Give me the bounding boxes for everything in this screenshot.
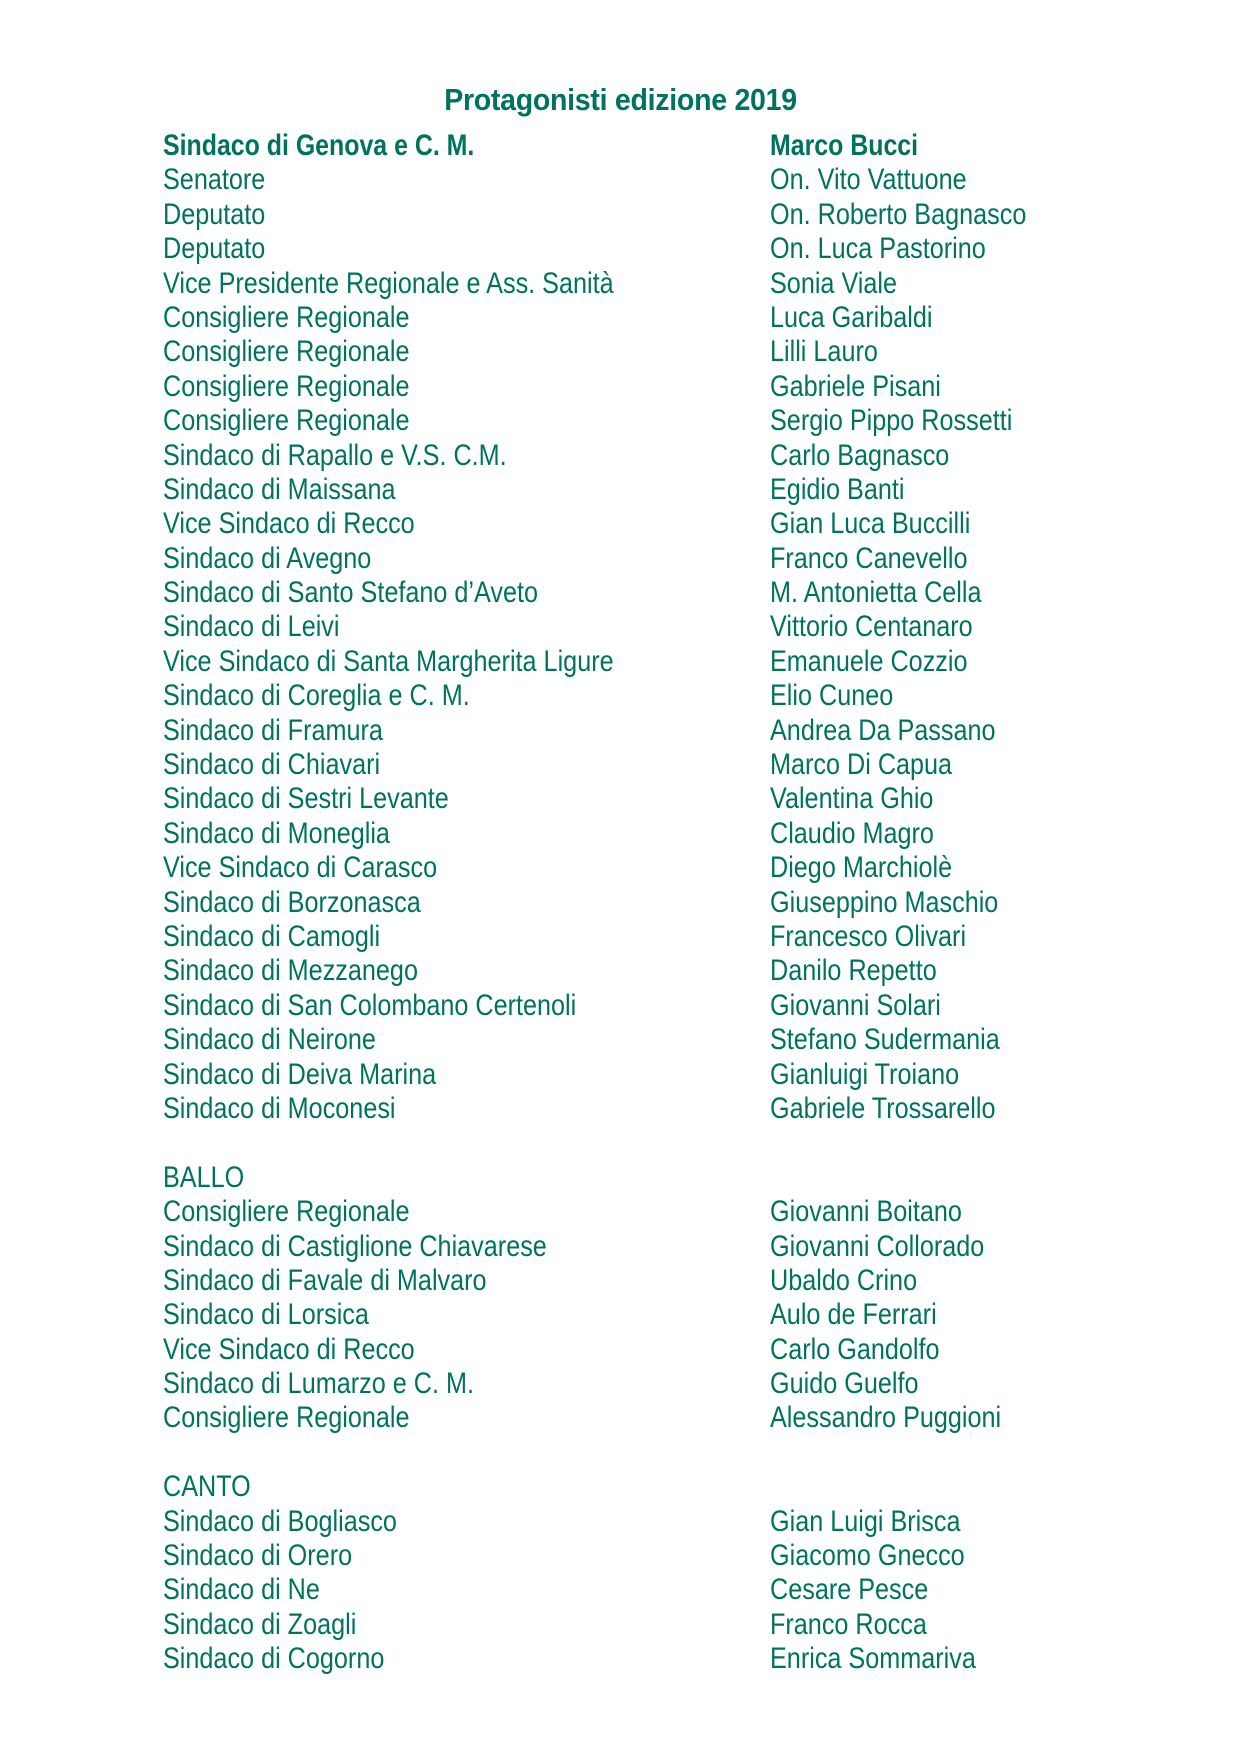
list-item — [163, 989, 1093, 1023]
list-item — [163, 404, 1093, 438]
role-label: Sindaco di Ne — [163, 1573, 320, 1607]
person-name: Vittorio Centanaro — [770, 610, 973, 644]
person-name: Andrea Da Passano — [770, 713, 996, 747]
person-name: Gian Luigi Brisca — [770, 1504, 961, 1538]
role-label: Sindaco di Neirone — [163, 1023, 376, 1057]
role-label: Consigliere Regionale — [163, 335, 410, 369]
person-name: Marco Di Capua — [770, 748, 953, 782]
list-item — [163, 954, 1093, 988]
person-name: Gabriele Pisani — [770, 369, 941, 403]
person-name: Valentina Ghio — [770, 782, 934, 816]
role-label: Sindaco di Camogli — [163, 919, 381, 953]
section-spacer — [163, 1436, 1093, 1470]
role-label: Sindaco di Orero — [163, 1539, 353, 1573]
role-label: Sindaco di Chiavari — [163, 748, 381, 782]
person-name: Franco Canevello — [770, 541, 968, 575]
role-label: Sindaco di Castiglione Chiavarese — [163, 1229, 547, 1263]
list-item — [163, 1058, 1093, 1092]
list-item — [163, 817, 1093, 851]
role-label: Consigliere Regionale — [163, 404, 410, 438]
person-name: Carlo Gandolfo — [770, 1332, 940, 1366]
list-item — [163, 301, 1093, 335]
role-label: Sindaco di Cogorno — [163, 1642, 385, 1676]
person-name: Giacomo Gnecco — [770, 1539, 965, 1573]
list-item — [163, 1608, 1093, 1642]
person-name: Emanuele Cozzio — [770, 644, 968, 678]
role-label: Sindaco di Moneglia — [163, 816, 390, 850]
role-label: Sindaco di Santo Stefano d’Aveto — [163, 576, 539, 610]
section-heading-label: BALLO — [163, 1160, 245, 1194]
list-item — [163, 1642, 1093, 1676]
role-label: Consigliere Regionale — [163, 1195, 410, 1229]
list-item — [163, 1195, 1093, 1229]
role-label: Consigliere Regionale — [163, 1401, 410, 1435]
list-item — [163, 851, 1093, 885]
person-name: Giovanni Boitano — [770, 1195, 962, 1229]
person-name: Danilo Repetto — [770, 954, 937, 988]
list-item — [163, 267, 1093, 301]
list-item — [163, 920, 1093, 954]
list-item — [163, 1573, 1093, 1607]
role-label: Sindaco di Avegno — [163, 541, 372, 575]
person-name: Alessandro Puggioni — [770, 1401, 1002, 1435]
person-name: Carlo Bagnasco — [770, 438, 950, 472]
list-item — [163, 576, 1093, 610]
role-label: Vice Presidente Regionale e Ass. Sanità — [163, 266, 614, 300]
person-name: Claudio Magro — [770, 816, 934, 850]
person-name: Egidio Banti — [770, 472, 905, 506]
person-name: Giuseppino Maschio — [770, 885, 999, 919]
role-label: Senatore — [163, 163, 266, 197]
list-item — [163, 782, 1093, 816]
role-label: Deputato — [163, 197, 266, 231]
role-label: Sindaco di Framura — [163, 713, 383, 747]
section-heading-label: CANTO — [163, 1470, 251, 1504]
person-name: Enrica Sommariva — [770, 1642, 976, 1676]
section-spacer — [163, 1126, 1093, 1160]
list-item — [163, 1230, 1093, 1264]
list-item — [163, 714, 1093, 748]
list-item — [163, 679, 1093, 713]
list-item — [163, 1401, 1093, 1435]
person-name: Francesco Olivari — [770, 919, 967, 953]
person-name: Franco Rocca — [770, 1607, 927, 1641]
role-label: Vice Sindaco di Santa Margherita Ligure — [163, 644, 614, 678]
list-item — [163, 198, 1093, 232]
person-name: On. Roberto Bagnasco — [770, 197, 1027, 231]
role-label: Deputato — [163, 232, 266, 266]
person-name: Stefano Sudermania — [770, 1023, 1000, 1057]
person-name: Sonia Viale — [770, 266, 898, 300]
person-name: Ubaldo Crino — [770, 1263, 918, 1297]
role-label: Sindaco di San Colombano Certenoli — [163, 988, 577, 1022]
person-name: Giovanni Collorado — [770, 1229, 985, 1263]
list-item — [163, 542, 1093, 576]
list-item — [163, 886, 1093, 920]
role-label: Sindaco di Zoagli — [163, 1607, 357, 1641]
role-label: Sindaco di Moconesi — [163, 1091, 396, 1125]
role-label: Sindaco di Favale di Malvaro — [163, 1263, 487, 1297]
role-label: Vice Sindaco di Carasco — [163, 851, 438, 885]
section-heading — [163, 1161, 1093, 1195]
list-item — [163, 1264, 1093, 1298]
person-name: Cesare Pesce — [770, 1573, 929, 1607]
role-label: Sindaco di Maissana — [163, 472, 396, 506]
list-item — [163, 1333, 1093, 1367]
person-name: Elio Cuneo — [770, 679, 894, 713]
person-name: Guido Guelfo — [770, 1367, 919, 1401]
list-item — [163, 1298, 1093, 1332]
person-name: On. Vito Vattuone — [770, 163, 967, 197]
role-label: Consigliere Regionale — [163, 369, 410, 403]
list-item — [163, 473, 1093, 507]
role-label: Vice Sindaco di Recco — [163, 507, 415, 541]
person-name: M. Antonietta Cella — [770, 576, 982, 610]
person-name: On. Luca Pastorino — [770, 232, 986, 266]
person-name: Sergio Pippo Rossetti — [770, 404, 1013, 438]
role-label: Sindaco di Coreglia e C. M. — [163, 679, 470, 713]
list-item — [163, 610, 1093, 644]
list-item — [163, 439, 1093, 473]
role-label: Sindaco di Bogliasco — [163, 1504, 397, 1538]
list-item — [163, 645, 1093, 679]
list-item — [163, 129, 1093, 163]
list-item — [163, 163, 1093, 197]
list-item — [163, 1092, 1093, 1126]
list-item — [163, 370, 1093, 404]
person-name: Giovanni Solari — [770, 988, 941, 1022]
person-name: Aulo de Ferrari — [770, 1298, 937, 1332]
role-label: Sindaco di Lorsica — [163, 1298, 369, 1332]
person-name: Gianluigi Troiano — [770, 1057, 960, 1091]
person-name: Luca Garibaldi — [770, 300, 933, 334]
role-label: Sindaco di Deiva Marina — [163, 1057, 437, 1091]
person-name: Diego Marchiolè — [770, 851, 953, 885]
role-label: Sindaco di Lumarzo e C. M. — [163, 1367, 474, 1401]
person-name: Lilli Lauro — [770, 335, 878, 369]
list-item — [163, 1367, 1093, 1401]
protagonists-list — [163, 129, 1093, 1677]
list-item — [163, 507, 1093, 541]
list-item — [163, 1023, 1093, 1057]
person-name: Gian Luca Buccilli — [770, 507, 971, 541]
person-name: Marco Bucci — [770, 129, 919, 162]
role-label: Vice Sindaco di Recco — [163, 1332, 415, 1366]
section-heading — [163, 1470, 1093, 1504]
role-label: Sindaco di Leivi — [163, 610, 340, 644]
role-label: Consigliere Regionale — [163, 300, 410, 334]
role-label: Sindaco di Borzonasca — [163, 885, 421, 919]
list-item — [163, 335, 1093, 369]
role-label: Sindaco di Rapallo e V.S. C.M. — [163, 438, 507, 472]
list-item — [163, 748, 1093, 782]
person-name: Gabriele Trossarello — [770, 1091, 996, 1125]
role-label: Sindaco di Mezzanego — [163, 954, 418, 988]
list-item — [163, 232, 1093, 266]
role-label: Sindaco di Sestri Levante — [163, 782, 449, 816]
page-title: Protagonisti edizione 2019 — [444, 82, 797, 117]
list-item — [163, 1539, 1093, 1573]
role-label: Sindaco di Genova e C. M. — [163, 129, 475, 162]
list-item — [163, 1505, 1093, 1539]
